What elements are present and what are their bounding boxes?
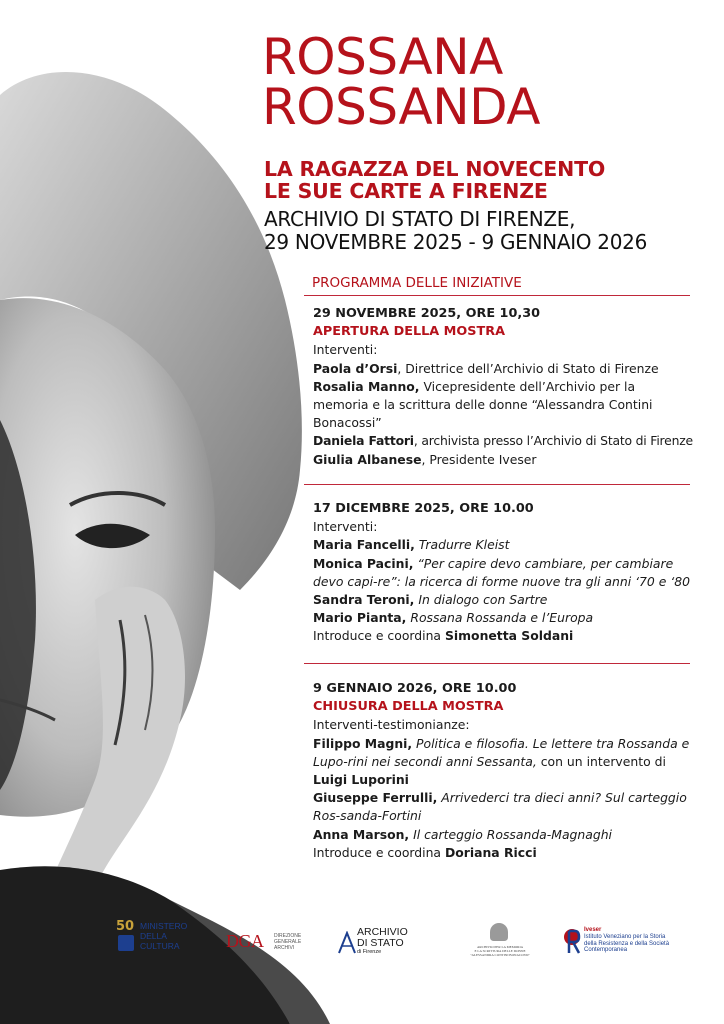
speaker-line	[313, 432, 697, 450]
speaker-name: Paola d’Orsi	[313, 360, 398, 376]
mic-fifty-mark: 50	[116, 919, 135, 934]
event-intro: Interventi:	[313, 342, 378, 358]
event-title: CHIUSURA DELLA MOSTRA	[313, 699, 504, 715]
iveser-line-3: Contemporanea	[584, 947, 628, 954]
event-block-3	[313, 680, 697, 862]
event-title: APERTURA DELLA MOSTRA	[313, 324, 505, 340]
donne-line-2: E LA SCRITTURA DELLE DONNE	[474, 949, 526, 954]
talk-title: Politica e filosofia. Le lettere tra Rossanda e Lupo-rini nei secondi anni Sessanta,	[313, 735, 690, 769]
dga-line-1: DIREZIONE	[274, 933, 302, 939]
talk-extra: con un intervento di	[536, 753, 666, 769]
event-intro: Interventi-testimonianze:	[313, 717, 470, 733]
partner-logos	[0, 905, 724, 985]
speaker-name: Sandra Teroni,	[313, 592, 415, 608]
speaker-role: , Direttrice dell’Archivio di Stato di Firenze	[397, 360, 659, 376]
event-date: 9 GENNAIO 2026, ORE 10.00	[313, 681, 517, 696]
dga-line-3: ARCHIVI	[274, 945, 295, 951]
divider	[304, 484, 690, 485]
speaker-name: Giuseppe Ferrulli,	[313, 790, 438, 806]
speaker-line	[313, 555, 691, 591]
talk-title: In dialogo con Sartre	[414, 592, 548, 608]
coordinator-name: Doriana Ricci	[444, 844, 537, 860]
speaker-line	[313, 378, 663, 433]
title-line-1: ROSSANA	[262, 28, 503, 86]
iveser-logo	[562, 927, 692, 959]
speaker-line	[313, 789, 691, 825]
ministero-cultura-logo	[116, 919, 196, 959]
talk-title: Tradurre Kleist	[414, 537, 510, 553]
speaker-line	[313, 735, 691, 771]
mic-line-3: CULTURA	[140, 941, 180, 951]
program-heading: PROGRAMMA DELLE INIZIATIVE	[312, 275, 522, 291]
archivio-emblem-icon	[337, 931, 357, 955]
donne-line-1: ARCHIVIO PER LA MEMORIA	[476, 945, 524, 949]
speaker-line	[313, 771, 697, 789]
talk-title: Rossana Rossanda e l’Europa	[406, 610, 594, 626]
coordinator-line	[313, 844, 697, 862]
archivio-donne-logo	[470, 923, 530, 963]
event-date: 17 DICEMBRE 2025, ORE 10.00	[313, 501, 534, 516]
speaker-line	[313, 536, 697, 554]
speaker-role: , Presidente Iveser	[421, 451, 537, 467]
talk-title: Arrivederci tra dieci anni? Sul carteggio Ros-sanda-Fortini	[313, 790, 687, 824]
dga-logo	[226, 931, 306, 959]
speaker-name: Filippo Magni,	[313, 735, 413, 751]
iveser-name: Iveser	[584, 927, 602, 933]
dga-line-2: GENERALE	[274, 939, 302, 945]
speaker-name: Daniela Fattori	[313, 433, 414, 449]
dga-mark: DGA	[226, 931, 264, 951]
coordinator-label: Introduce e coordina	[313, 628, 445, 644]
venue-line-2: 29 NOVEMBRE 2025 - 9 GENNAIO 2026	[264, 230, 647, 254]
speaker-line	[313, 451, 697, 469]
speaker-role: Vicepresidente dell’Archivio per la memoria e la scrittura delle donne “Alessandra Contini Bonacossi”	[313, 378, 653, 431]
archivio-line-1: ARCHIVIO	[357, 926, 408, 938]
coordinator-line	[313, 627, 697, 645]
speaker-name: Giulia Albanese	[313, 451, 422, 467]
divider	[304, 663, 690, 664]
speaker-line	[313, 826, 697, 844]
speaker-name: Anna Marson,	[313, 826, 410, 842]
mic-line-2: DELLA	[140, 931, 167, 941]
coordinator-label: Introduce e coordina	[313, 844, 445, 860]
donne-line-3: "ALESSANDRA CONTINI BONACOSSI"	[470, 953, 530, 958]
subtitle-line-2: LE SUE CARTE A FIRENZE	[264, 179, 548, 203]
event-intro: Interventi:	[313, 519, 378, 535]
speaker-line	[313, 360, 697, 378]
subtitle-line-1: LA RAGAZZA DEL NOVECENTO	[264, 157, 606, 181]
iveser-line-2: della Resistenza e della Società	[584, 940, 670, 947]
archivio-stato-logo	[337, 927, 427, 961]
speaker-line	[313, 591, 697, 609]
archivio-line-2: DI STATO	[357, 937, 404, 949]
mic-line-1: MINISTERO	[140, 921, 188, 931]
event-block-2	[313, 500, 697, 646]
mic-emblem-icon	[118, 935, 134, 951]
title-line-2: ROSSANDA	[262, 78, 540, 136]
speaker-name: Rosalia Manno,	[313, 378, 420, 394]
talk-title: Il carteggio Rossanda-Magnaghi	[409, 826, 613, 842]
speaker-line	[313, 609, 697, 627]
coordinator-name: Simonetta Soldani	[444, 628, 574, 644]
speaker-name: Luigi Luporini	[313, 772, 409, 788]
iveser-emblem-icon	[562, 927, 582, 955]
event-block-1	[313, 305, 697, 469]
iveser-line-1: Istituto Veneziano per la Storia	[584, 933, 666, 940]
divider	[304, 295, 690, 296]
archivio-donne-emblem-icon	[490, 923, 508, 941]
speaker-name: Mario Pianta,	[313, 610, 407, 626]
speaker-name: Maria Fancelli,	[313, 537, 415, 553]
venue-line-1: ARCHIVIO DI STATO DI FIRENZE,	[264, 207, 576, 231]
archivio-line-3: di Firenze	[357, 949, 382, 955]
speaker-role: , archivista presso l’Archivio di Stato di Firenze	[413, 433, 693, 449]
speaker-name: Monica Pacini,	[313, 555, 414, 571]
event-date: 29 NOVEMBRE 2025, ORE 10,30	[313, 306, 541, 321]
talk-title: “Per capire devo cambiare, per cambiare devo capi-re”: la ricerca di forme nuove tra gli anni ‘70 e ‘80	[313, 555, 691, 589]
